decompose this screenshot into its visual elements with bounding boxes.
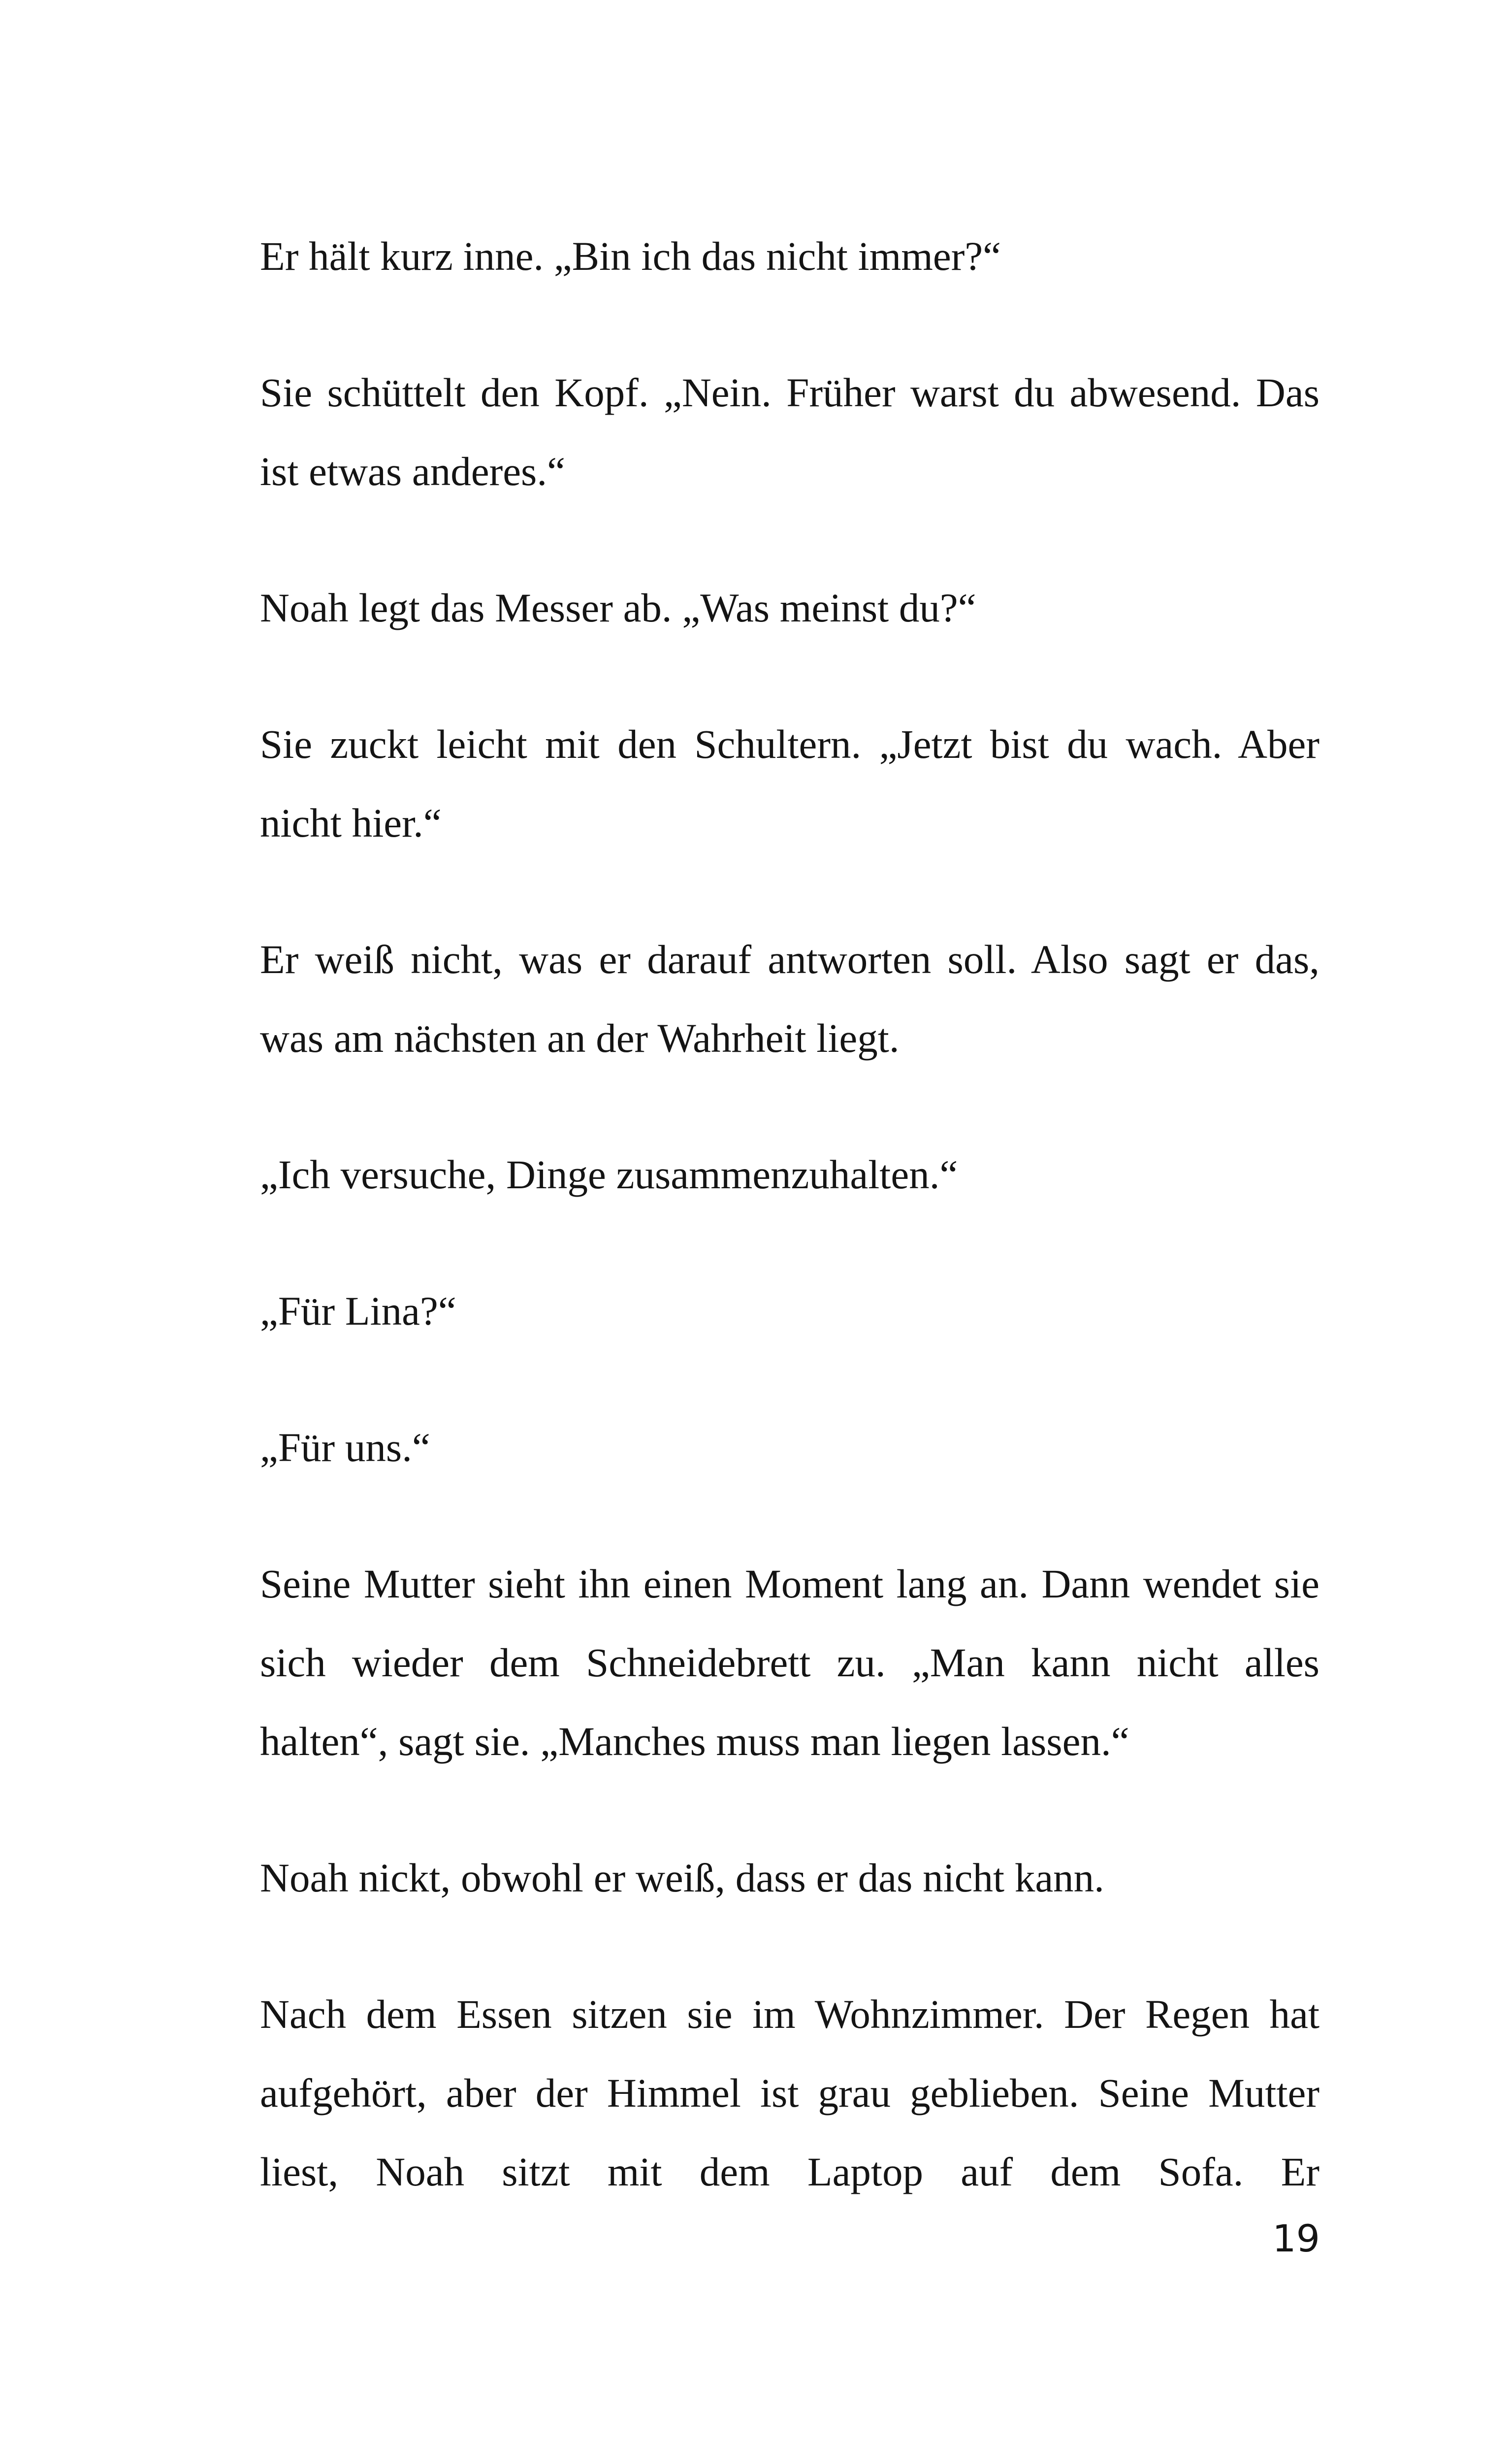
paragraph-10: Noah nickt, obwohl er weiß, dass er das nicht kann. <box>260 1855 1104 1900</box>
body-text <box>260 217 1319 2211</box>
paragraph-6: „Ich versuche, Dinge zusammenzuhalten.“ <box>260 1152 958 1197</box>
paragraph-1: Er hält kurz inne. „Bin ich das nicht immer?“ <box>260 233 1001 279</box>
paragraph-2: Sie schüttelt den Kopf. „Nein. Früher warst du abwesend. Das ist etwas anderes.“ <box>260 370 1319 494</box>
paragraph-4: Sie zuckt leicht mit den Schultern. „Jetzt bist du wach. Aber nicht hier.“ <box>260 721 1319 846</box>
page-number: 19 <box>1272 2216 1320 2260</box>
paragraph-5: Er weiß nicht, was er darauf antworten soll. Also sagt er das, was am nächsten an der Wahrheit liegt. <box>260 937 1319 1061</box>
paragraph-8: „Für uns.“ <box>260 1425 430 1470</box>
paragraph-7: „Für Lina?“ <box>260 1288 456 1334</box>
paragraph-11: Nach dem Essen sitzen sie im Wohnzimmer. Der Regen hat aufgehört, aber der Himmel ist grau geblieben. Seine Mutter liest, Noah sitzt mit dem Laptop auf dem Sofa. Er <box>260 1991 1319 2194</box>
paragraph-3: Noah legt das Messer ab. „Was meinst du?“ <box>260 585 976 630</box>
paragraph-9: Seine Mutter sieht ihn einen Moment lang an. Dann wendet sie sich wieder dem Schneidebrett zu. „Man kann nicht alles halten“, sagt sie. „Manches muss man liegen lassen.“ <box>260 1561 1319 1764</box>
